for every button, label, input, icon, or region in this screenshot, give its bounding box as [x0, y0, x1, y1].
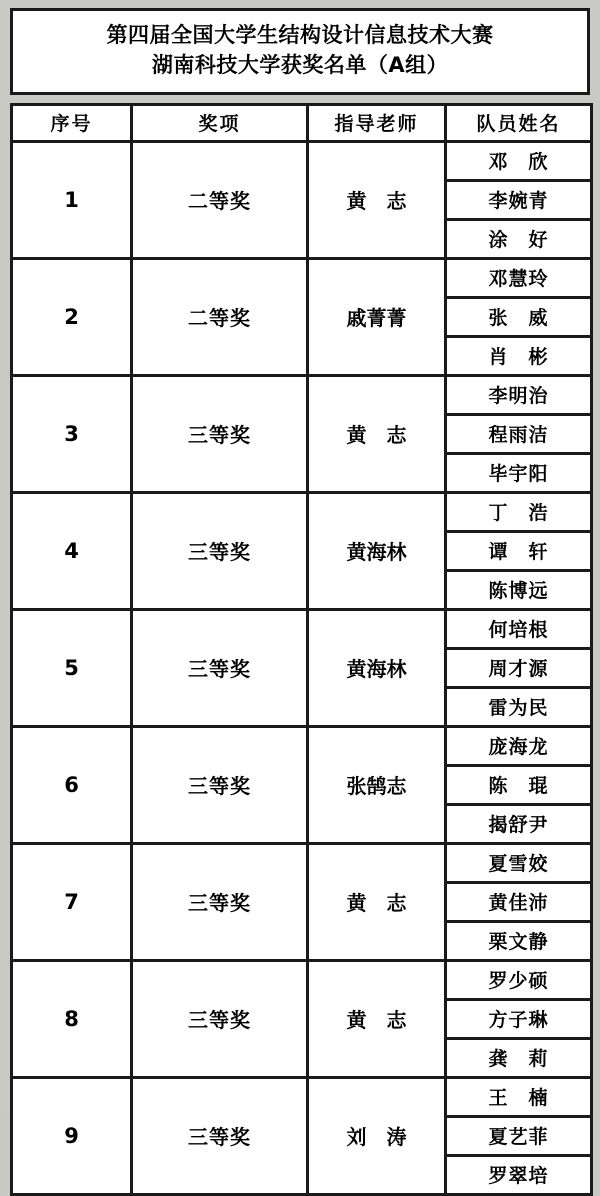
cell-member: 方子琳: [446, 999, 592, 1038]
cell-member: 涂 好: [446, 219, 592, 258]
cell-no: 9: [12, 1077, 132, 1194]
cell-member: 夏雪姣: [446, 843, 592, 882]
cell-member: 毕宇阳: [446, 453, 592, 492]
cell-member: 揭舒尹: [446, 804, 592, 843]
cell-award: 三等奖: [132, 726, 308, 843]
cell-member: 丁 浩: [446, 492, 592, 531]
cell-no: 1: [12, 141, 132, 258]
cell-member: 李明治: [446, 375, 592, 414]
cell-member: 龚 莉: [446, 1038, 592, 1077]
title-line-1: 第四届全国大学生结构设计信息技术大赛: [106, 23, 494, 47]
cell-member: 肖 彬: [446, 336, 592, 375]
cell-member: 张 威: [446, 297, 592, 336]
cell-member: 雷为民: [446, 687, 592, 726]
cell-member: 罗少硕: [446, 960, 592, 999]
cell-tutor: 张鹄志: [308, 726, 446, 843]
cell-award: 二等奖: [132, 258, 308, 375]
cell-tutor: 刘 涛: [308, 1077, 446, 1194]
cell-member: 夏艺菲: [446, 1116, 592, 1155]
cell-award: 三等奖: [132, 609, 308, 726]
cell-award: 三等奖: [132, 375, 308, 492]
cell-member: 谭 轩: [446, 531, 592, 570]
table-header-row: [12, 104, 592, 141]
cell-tutor: 黄 志: [308, 141, 446, 258]
cell-member: 栗文静: [446, 921, 592, 960]
cell-award: 三等奖: [132, 492, 308, 609]
table-row: [12, 258, 592, 297]
cell-member: 邓 欣: [446, 141, 592, 180]
column-header-members: 队员姓名: [446, 104, 592, 141]
table-row: [12, 1077, 592, 1116]
cell-member: 陈 琨: [446, 765, 592, 804]
cell-member: 周才源: [446, 648, 592, 687]
cell-member: 程雨洁: [446, 414, 592, 453]
cell-no: 2: [12, 258, 132, 375]
cell-no: 3: [12, 375, 132, 492]
column-header-tutor: 指导老师: [308, 104, 446, 141]
table-row: [12, 375, 592, 414]
table-row: [12, 492, 592, 531]
cell-tutor: 黄海林: [308, 609, 446, 726]
table-row: [12, 960, 592, 999]
award-list-table: [10, 103, 593, 1196]
cell-tutor: 戚菁菁: [308, 258, 446, 375]
cell-no: 7: [12, 843, 132, 960]
table-header: [12, 104, 592, 141]
cell-member: 罗翠培: [446, 1155, 592, 1194]
cell-member: 黄佳沛: [446, 882, 592, 921]
cell-tutor: 黄海林: [308, 492, 446, 609]
cell-award: 三等奖: [132, 1077, 308, 1194]
table-row: [12, 843, 592, 882]
cell-no: 4: [12, 492, 132, 609]
table-row: [12, 726, 592, 765]
cell-award: 三等奖: [132, 843, 308, 960]
document-title-box: [10, 8, 590, 95]
cell-member: 庞海龙: [446, 726, 592, 765]
cell-no: 6: [12, 726, 132, 843]
cell-tutor: 黄 志: [308, 375, 446, 492]
cell-no: 5: [12, 609, 132, 726]
column-header-no: 序号: [12, 104, 132, 141]
cell-member: 何培根: [446, 609, 592, 648]
cell-no: 8: [12, 960, 132, 1077]
table-row: [12, 141, 592, 180]
cell-tutor: 黄 志: [308, 960, 446, 1077]
cell-member: 王 楠: [446, 1077, 592, 1116]
title-line-2: 湖南科技大学获奖名单（A组）: [151, 53, 449, 78]
table-row: [12, 609, 592, 648]
cell-award: 三等奖: [132, 960, 308, 1077]
cell-member: 邓慧玲: [446, 258, 592, 297]
table-body: [12, 141, 592, 1194]
cell-member: 陈博远: [446, 570, 592, 609]
column-header-award: 奖项: [132, 104, 308, 141]
cell-award: 二等奖: [132, 141, 308, 258]
cell-member: 李婉青: [446, 180, 592, 219]
cell-tutor: 黄 志: [308, 843, 446, 960]
